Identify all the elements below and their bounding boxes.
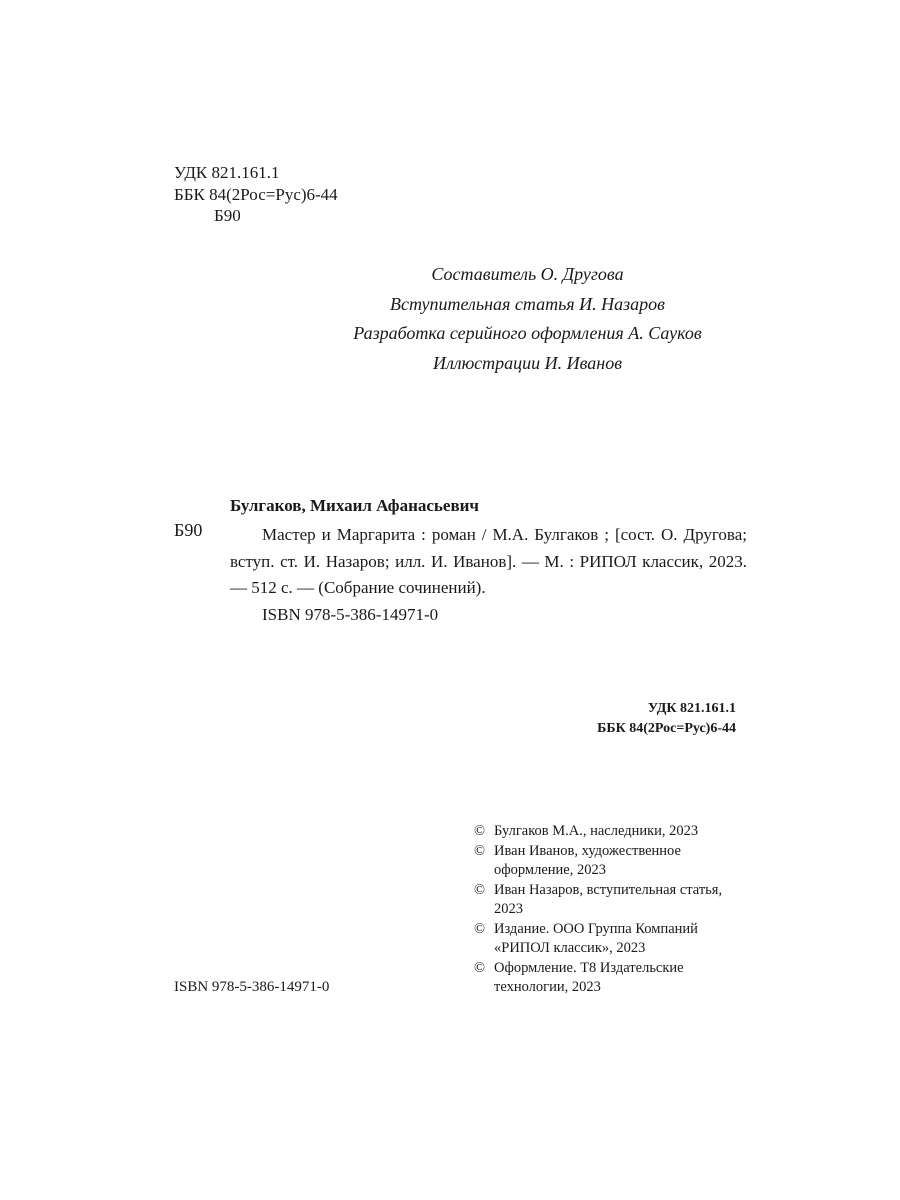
copyright-text: Оформление. Т8 Издательские технологии, 2023 <box>494 959 684 995</box>
copyright-text: Издание. ООО Группа Компаний «РИПОЛ классик», 2023 <box>494 920 698 956</box>
catalog-author: Булгаков, Михаил Афанасьевич <box>230 496 480 515</box>
copyright-block <box>474 822 754 998</box>
right-classification-codes <box>0 699 736 739</box>
copyright-item <box>474 822 754 842</box>
catalog-isbn: ISBN 978-5-386-14971-0 <box>262 605 439 624</box>
copyright-item <box>474 920 754 959</box>
author-mark: Б90 <box>214 206 241 225</box>
credit-illustrations: Иллюстрации И. Иванов <box>432 352 623 373</box>
copyright-item <box>474 959 754 998</box>
copyright-text: Булгаков М.А., наследники, 2023 <box>494 823 699 839</box>
copyright-text: Иван Назаров, вступительная статья, 2023 <box>494 881 723 917</box>
credits-block <box>0 260 900 378</box>
copyright-icon: © <box>474 823 486 839</box>
copyright-icon: © <box>474 881 486 898</box>
udk-code: УДК 821.161.1 <box>174 163 280 182</box>
copyright-icon: © <box>474 959 486 976</box>
footer-isbn: ISBN 978-5-386-14971-0 <box>174 979 330 995</box>
bibliographic-description <box>230 522 747 602</box>
classification-codes <box>174 162 338 227</box>
copyright-item <box>474 842 754 881</box>
copyright-icon: © <box>474 920 486 937</box>
description-text: Мастер и Маргарита : роман / М.А. Булгаков ; [сост. О. Другова; вступ. ст. И. Назаров; илл. И. Иванов]. — М. : РИПОЛ классик, 2023. — 512 с. — (Собрание сочинений). <box>230 525 747 597</box>
credit-introduction: Вступительная статья И. Назаров <box>389 293 665 314</box>
copyright-icon: © <box>474 842 486 859</box>
credit-series-design: Разработка серийного оформления А. Сауков <box>353 323 702 343</box>
catalog-code: Б90 <box>174 520 203 540</box>
right-udk: УДК 821.161.1 <box>647 701 736 716</box>
bbk-code: ББК 84(2Рос=Рус)6-44 <box>174 184 338 204</box>
copyright-item <box>474 881 754 920</box>
right-bbk: ББК 84(2Рос=Рус)6-44 <box>597 721 736 736</box>
credit-compiler: Составитель О. Другова <box>431 264 624 284</box>
copyright-text: Иван Иванов, художественное оформление, 2023 <box>494 842 681 878</box>
